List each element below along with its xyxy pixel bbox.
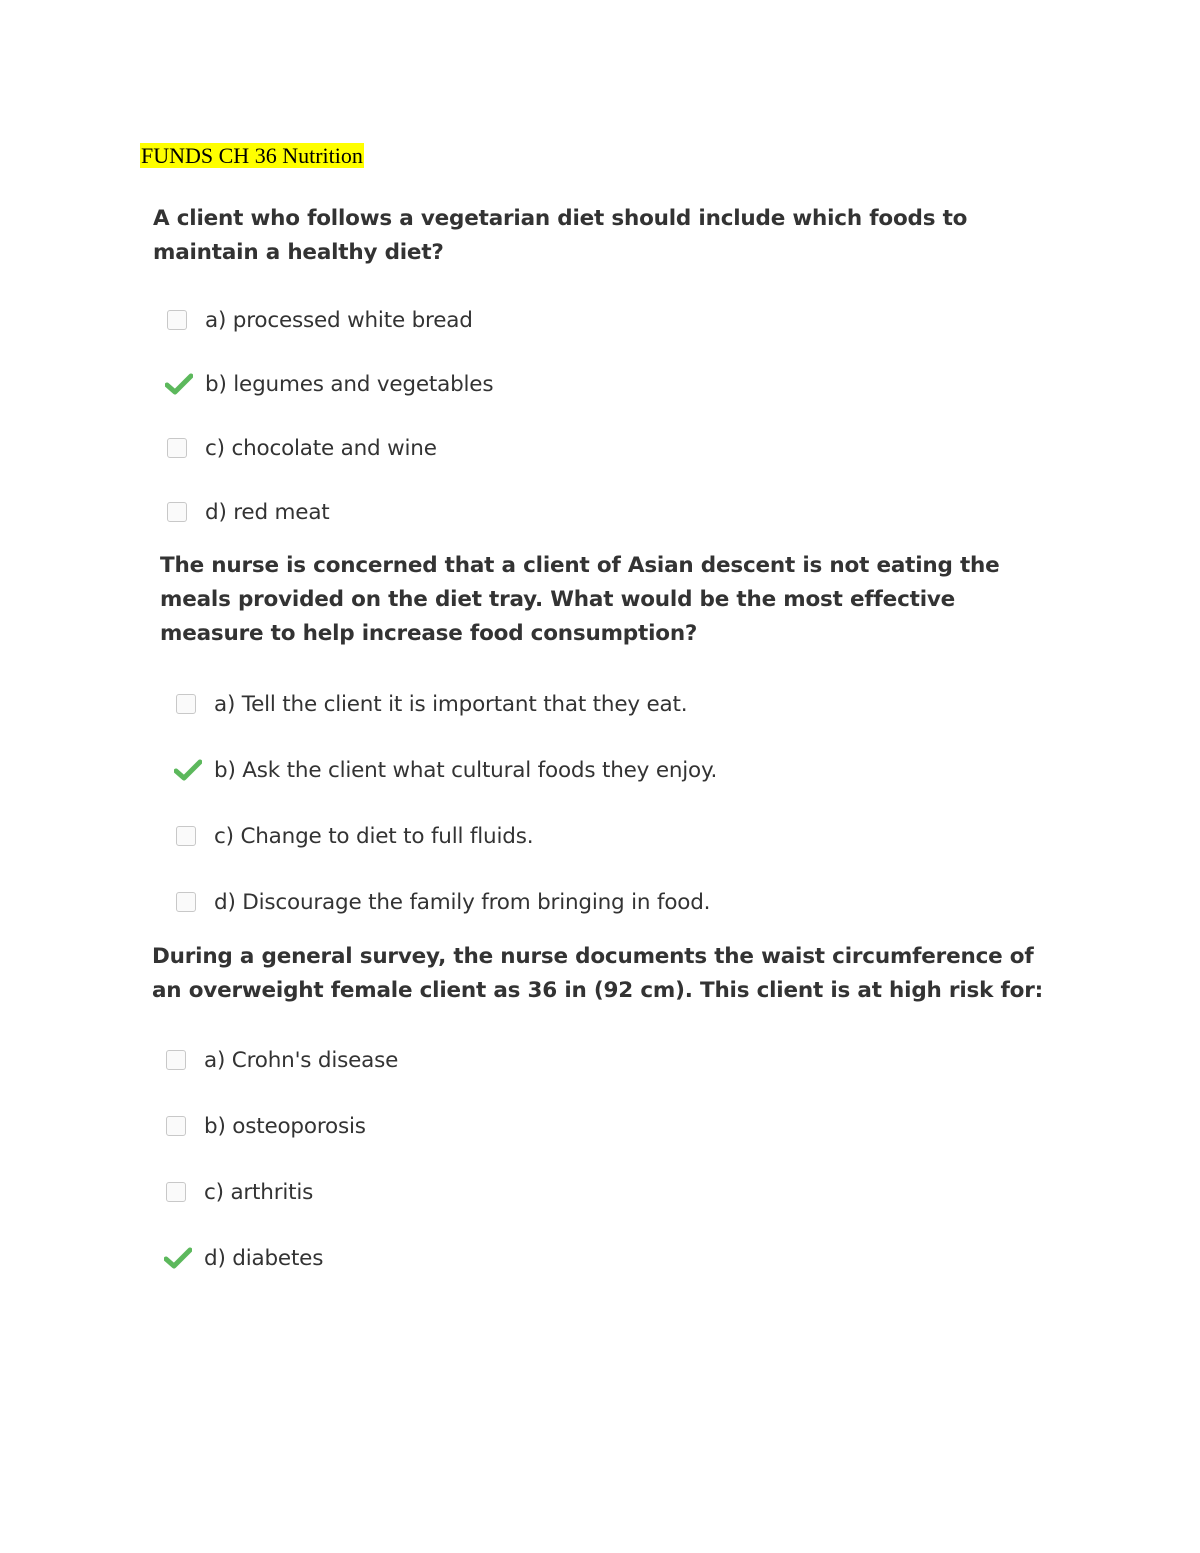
green-check-icon (164, 1247, 192, 1269)
document-title-text: FUNDS CH 36 Nutrition (141, 143, 363, 168)
empty-checkbox-icon[interactable] (176, 826, 196, 846)
option-label: a) processed white bread (205, 307, 473, 333)
option-label: b) Ask the client what cultural foods they enjoy. (214, 757, 718, 783)
empty-checkbox-icon[interactable] (167, 438, 187, 458)
green-check-icon (165, 373, 193, 395)
green-check-icon (174, 759, 202, 781)
question-3-text: During a general survey, the nurse documents the waist circumference of an overweight female client as 36 in (92 cm). This client is at high risk for: (152, 944, 1043, 1003)
option-label: d) red meat (205, 499, 330, 525)
question-1-text: A client who follows a vegetarian diet should include which foods to maintain a healthy diet? (153, 206, 968, 265)
option-label: d) Discourage the family from bringing in food. (214, 889, 711, 915)
empty-checkbox-icon[interactable] (167, 502, 187, 522)
question-1-option-b[interactable] (167, 367, 493, 401)
question-3-option-c[interactable] (166, 1175, 313, 1209)
question-2-option-c[interactable] (176, 819, 533, 853)
empty-checkbox-icon[interactable] (176, 694, 196, 714)
option-label: a) Tell the client it is important that they eat. (214, 691, 688, 717)
option-label: c) arthritis (204, 1179, 314, 1205)
option-label: c) Change to diet to full fluids. (214, 823, 534, 849)
question-2-text: The nurse is concerned that a client of Asian descent is not eating the meals provided on the diet tray. What would be the most effective measure to help increase food consumption? (160, 553, 1000, 646)
question-1-option-d[interactable] (167, 495, 330, 529)
question-1-option-a[interactable] (167, 303, 473, 337)
question-2-option-a[interactable] (176, 687, 687, 721)
option-label: c) chocolate and wine (205, 435, 437, 461)
option-label: b) legumes and vegetables (205, 371, 494, 397)
empty-checkbox-icon[interactable] (176, 892, 196, 912)
option-label: b) osteoporosis (204, 1113, 366, 1139)
question-2-option-b[interactable] (176, 753, 717, 787)
document-title (140, 142, 364, 170)
empty-checkbox-icon[interactable] (166, 1116, 186, 1136)
empty-checkbox-icon[interactable] (166, 1050, 186, 1070)
question-1-option-c[interactable] (167, 431, 437, 465)
question-3-option-a[interactable] (166, 1043, 398, 1077)
empty-checkbox-icon[interactable] (167, 310, 187, 330)
question-2-option-d[interactable] (176, 885, 710, 919)
option-label: d) diabetes (204, 1245, 324, 1271)
question-3-option-d[interactable] (166, 1241, 323, 1275)
empty-checkbox-icon[interactable] (166, 1182, 186, 1202)
option-label: a) Crohn's disease (204, 1047, 399, 1073)
question-3-option-b[interactable] (166, 1109, 366, 1143)
